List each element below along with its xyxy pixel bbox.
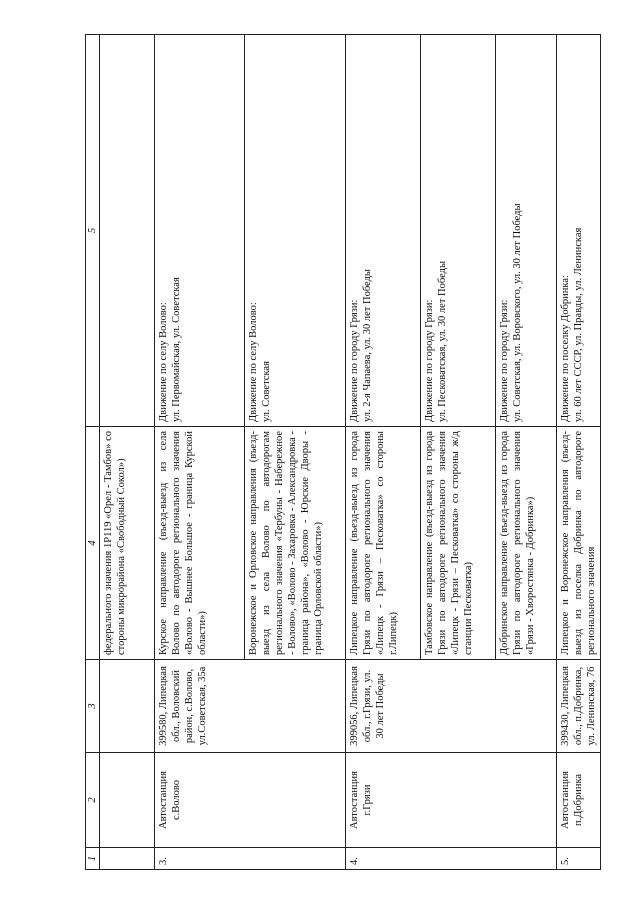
route-streets: ул. Советская	[261, 361, 272, 422]
route-streets: ул. 2-я Чапаева, ул. 30 лет Победы	[362, 269, 373, 422]
station-name: Автостанция г.Грязи	[346, 753, 557, 848]
route-streets: ул. 60 лет СССР, ул. Правды, ул. Ленинская	[573, 227, 584, 422]
cell-empty	[100, 753, 155, 848]
row-number: 3.	[155, 848, 346, 870]
column-number-5: 5	[86, 35, 100, 427]
table-row-volovo-1	[155, 35, 245, 870]
route-cell	[421, 35, 496, 427]
row-number: 4.	[346, 848, 557, 870]
route-title: Движение по городу Грязи:	[499, 299, 510, 422]
station-address: 399056, Липецкая обл., г.Грязи, ул. 30 лет Победы	[346, 660, 557, 753]
column-number-2: 2	[86, 753, 100, 848]
route-cell	[346, 35, 421, 427]
direction-cell: Добринское направление (въезд-выезд из города Грязи по автодороге регионального значения «Грязи - Хворостянка - Добринка»)	[496, 427, 557, 660]
rotated-table-sheet	[85, 35, 597, 870]
station-address: 399580, Липецкая обл., Воловский район, с.Волово, ул.Советская, 35а	[155, 660, 346, 753]
station-name: Автостанция с.Волово	[155, 753, 346, 848]
route-streets: ул. Советская, ул. Воровского, ул. 30 лет Победы	[512, 203, 523, 422]
table-row-dobrinka-1	[557, 35, 601, 870]
route-cell	[245, 35, 346, 427]
column-number-1: 1	[86, 848, 100, 870]
route-cell	[155, 35, 245, 427]
route-title: Движение по селу Волово:	[158, 302, 169, 422]
route-cell	[557, 35, 601, 427]
station-name: Автостанция п.Добринка	[557, 753, 601, 848]
header-row	[86, 35, 100, 870]
cell-empty	[100, 848, 155, 870]
bus-station-routes-table	[85, 34, 601, 870]
route-title: Движение по поселку Добринка:	[560, 275, 571, 422]
table-row-continuation	[100, 35, 155, 870]
direction-cell: Липецкое направление (въезд-выезд из города Грязи по автодороге регионального значения «Липецк - Грязи – Песковатка» со стороны г.Липецк)	[346, 427, 421, 660]
route-streets: ул. Песковатская, ул. 30 лет Победы	[437, 260, 448, 422]
route-streets: ул. Первомайская, ул. Советская	[171, 277, 182, 422]
cell-empty	[100, 660, 155, 753]
direction-cell: Липецкое и Воронежское направления (въезд-выезд из поселка Добринка по автодороге регионального значения	[557, 427, 601, 660]
column-number-4: 4	[86, 427, 100, 660]
cell-empty	[100, 35, 155, 427]
route-title: Движение по городу Грязи:	[349, 299, 360, 422]
direction-cell: Воронежское и Орловское направления (въезд-выезд из села Волово по автодорогам регионального значения «Тербуны - Набережное - Волово», «Волово - Захаровка - Александровка - граница района», «Волово - Юрские Дворы - граница Орловской области»)	[245, 427, 346, 660]
table-row-gryazi-1	[346, 35, 421, 870]
direction-cell: федерального значения 1Р119 «Орел - Тамбов» со стороны микрорайона «Свободный Сокол»)	[100, 427, 155, 660]
route-cell	[496, 35, 557, 427]
row-number: 5.	[557, 848, 601, 870]
route-title: Движение по городу Грязи:	[424, 299, 435, 422]
station-address: 399430, Липецкая обл., п.Добринка, ул. Ленинская, 76	[557, 660, 601, 753]
route-title: Движение по селу Волово:	[248, 302, 259, 422]
direction-cell: Тамбовское направление (въезд-выезд из города Грязи по автодороге регионального значения «Липецк - Грязи – Песковатка» со стороны ж/д станции Песковатка)	[421, 427, 496, 660]
direction-cell: Курское направление (въезд-выезд из села Волово по автодороге регионального значения «Волово - Вышнее Большое - граница Курской области»)	[155, 427, 245, 660]
column-number-3: 3	[86, 660, 100, 753]
